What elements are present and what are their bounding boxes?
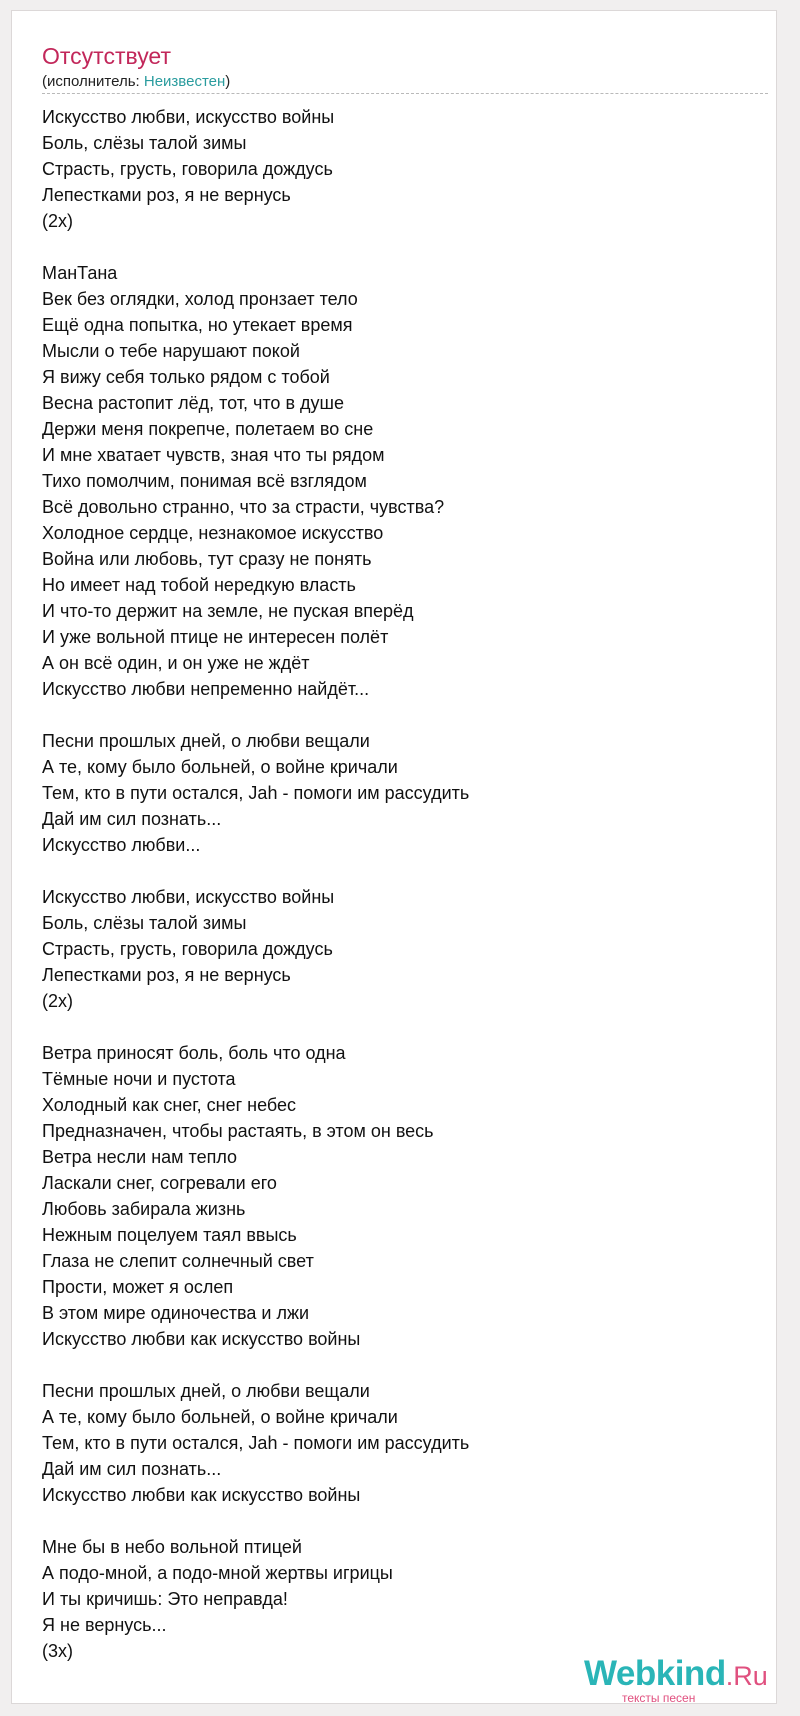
lyric-line: Боль, слёзы талой зимы	[42, 913, 247, 933]
logo-name: Webkind	[584, 1654, 726, 1693]
lyric-line: Боль, слёзы талой зимы	[42, 133, 247, 153]
lyric-line: Тем, кто в пути остался, Jah - помоги им рассудить	[42, 1433, 470, 1453]
lyric-line: (3x)	[42, 1641, 73, 1661]
stanza-break	[42, 858, 762, 884]
stanza-break	[42, 234, 762, 260]
lyric-line: Песни прошлых дней, о любви вещали	[42, 1381, 370, 1401]
lyric-line: Война или любовь, тут сразу не понять	[42, 549, 372, 569]
lyric-line: Я вижу себя только рядом с тобой	[42, 367, 330, 387]
stanza-break	[42, 702, 762, 728]
lyric-line: А те, кому было больней, о войне кричали	[42, 1407, 398, 1427]
lyric-line: Холодный как снег, снег небес	[42, 1095, 297, 1115]
lyric-line: И что-то держит на земле, не пуская вперёд	[42, 601, 414, 621]
lyric-line: Ласкали снег, согревали его	[42, 1173, 277, 1193]
title-divider	[42, 93, 768, 94]
lyric-line: Искусство любви как искусство войны	[42, 1485, 361, 1505]
lyric-line: И мне хватает чувств, зная что ты рядом	[42, 445, 385, 465]
lyric-line: (2x)	[42, 991, 73, 1011]
lyric-line: И ты кричишь: Это неправда!	[42, 1589, 288, 1609]
lyric-line: Дай им сил познать...	[42, 809, 222, 829]
stanza-break	[42, 1352, 762, 1378]
lyric-line: Искусство любви, искусство войны	[42, 887, 335, 907]
artist-link[interactable]: Неизвестен	[143, 73, 226, 90]
lyric-line: Ещё одна попытка, но утекает время	[42, 315, 353, 335]
lyric-line: Предназначен, чтобы растаять, в этом он весь	[42, 1121, 434, 1141]
lyric-line: Лепестками роз, я не вернусь	[42, 965, 291, 985]
lyric-line: Но имеет над тобой нередкую власть	[42, 575, 356, 595]
lyric-line: Век без оглядки, холод пронзает тело	[42, 289, 358, 309]
lyric-line: Весна растопит лёд, тот, что в душе	[42, 393, 344, 413]
lyric-line: Холодное сердце, незнакомое искусство	[42, 523, 384, 543]
lyric-line: Страсть, грусть, говорила дождусь	[42, 159, 333, 179]
artist-prefix: (исполнитель:	[42, 73, 144, 90]
logo-tld: .Ru	[725, 1661, 768, 1691]
lyric-line: А подо-мной, а подо-мной жертвы игрицы	[42, 1563, 393, 1583]
lyric-line: Нежным поцелуем таял ввысь	[42, 1225, 297, 1245]
lyric-line: А те, кому было больней, о войне кричали	[42, 757, 398, 777]
stanza-break	[42, 1014, 762, 1040]
lyric-line: Держи меня покрепче, полетаем во сне	[42, 419, 374, 439]
lyric-line: Тем, кто в пути остался, Jah - помоги им рассудить	[42, 783, 470, 803]
lyric-line: Мысли о тебе нарушают покой	[42, 341, 300, 361]
site-logo[interactable]	[584, 1656, 768, 1691]
lyric-line: Искусство любви, искусство войны	[42, 107, 335, 127]
lyric-line: Тёмные ночи и пустота	[42, 1069, 236, 1089]
lyric-line: Тихо помолчим, понимая всё взглядом	[42, 471, 367, 491]
lyric-line: В этом мире одиночества и лжи	[42, 1303, 310, 1323]
lyric-line: Мне бы в небо вольной птицей	[42, 1537, 302, 1557]
lyric-line: Искусство любви...	[42, 835, 201, 855]
lyric-line: Любовь забирала жизнь	[42, 1199, 246, 1219]
lyrics-card	[11, 10, 777, 1704]
lyric-line: Всё довольно странно, что за страсти, чувства?	[42, 497, 445, 517]
lyric-line: Я не вернусь...	[42, 1615, 167, 1635]
lyric-line: Искусство любви непременно найдёт...	[42, 679, 370, 699]
lyric-line: Дай им сил познать...	[42, 1459, 222, 1479]
lyric-line: МанТана	[42, 263, 118, 283]
logo-tagline: тексты песен	[622, 1691, 696, 1705]
lyrics-text	[42, 104, 762, 1664]
lyric-line: Песни прошлых дней, о любви вещали	[42, 731, 370, 751]
lyric-line: Лепестками роз, я не вернусь	[42, 185, 291, 205]
lyric-line: Искусство любви как искусство войны	[42, 1329, 361, 1349]
lyric-line: (2x)	[42, 211, 73, 231]
lyric-line: Глаза не слепит солнечный свет	[42, 1251, 314, 1271]
artist-line	[42, 73, 230, 91]
stanza-break	[42, 1508, 762, 1534]
lyric-line: Ветра несли нам тепло	[42, 1147, 238, 1167]
lyric-line: А он всё один, и он уже не ждёт	[42, 653, 310, 673]
artist-suffix: )	[225, 73, 231, 90]
lyric-line: И уже вольной птице не интересен полёт	[42, 627, 389, 647]
song-title: Отсутствует	[42, 43, 171, 69]
lyric-line: Ветра приносят боль, боль что одна	[42, 1043, 346, 1063]
lyric-line: Прости, может я ослеп	[42, 1277, 234, 1297]
lyric-line: Страсть, грусть, говорила дождусь	[42, 939, 333, 959]
